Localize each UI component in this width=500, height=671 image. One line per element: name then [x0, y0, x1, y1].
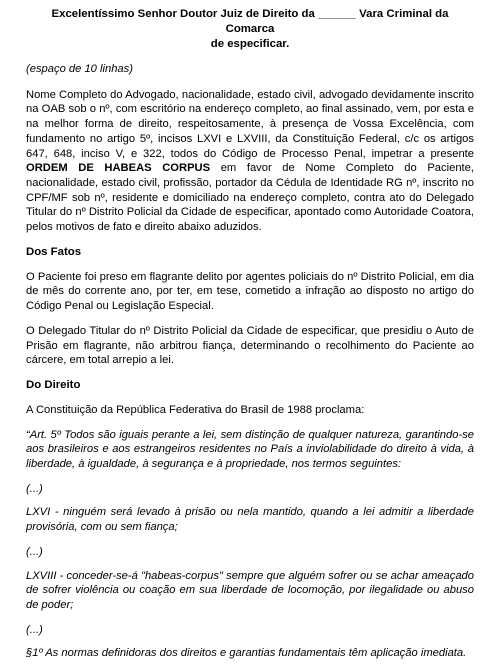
habeas-corpus-bold: ORDEM DE HABEAS CORPUS: [26, 162, 211, 175]
quote-ellipsis-1: (...): [26, 482, 43, 495]
quote-ellipsis-3: (...): [26, 623, 43, 636]
title-line-1: Excelentíssimo Senhor Doutor Juiz de Direito da ______ Vara Criminal da Comarca: [51, 8, 449, 35]
quote-article-5: “Art. 5º Todos são iguais perante a lei, sem distinção de qualquer natureza, garantindo-se aos brasileiros e aos estrangeiros residentes no País a inviolabilidade do direito à vida, à liberdade, à igualdade, à segurança e à propriedade, nos termos seguintes:: [26, 428, 474, 471]
intro-text-start: Nome Completo do Advogado, nacionalidade, estado civil, advogado devidamente inscrito na OAB sob o nº, com escritório na endereço completo, ao final assinado, vem, por esta e na melhor forma de direito, respeitosamente, à presença de Vossa Excelência, com fundamento no artigo 5º, incisos LXVI e LXVIII, da Constituição Federal, c/c os artigos 647, 648, inciso V, e 322, todos do Código de Processo Penal, impetrar a presente: [26, 88, 474, 160]
document-title: [26, 7, 474, 52]
title-line-2: de especificar.: [210, 38, 290, 50]
space-note: (espaço de 10 linhas): [26, 63, 133, 75]
quote-paragraph-1: §1º As normas definidoras dos direitos e garantias fundamentais têm aplicação imediata.: [26, 647, 467, 660]
facts-paragraph-1: O Paciente foi preso em flagrante delito por agentes policiais do nº Distrito Policial, em dia de mês do corrente ano, por ter, em tese, cometido a infração ao disposto no artigo do Código Penal ou Legislação Especial.: [26, 270, 474, 313]
quote-inciso-lxvi: LXVI - ninguém será levado à prisão ou nela mantido, quando a lei admitir a liberdade provisória, com ou sem fiança;: [26, 506, 474, 534]
intro-text-end: em favor de Nome Completo do Paciente, nacionalidade, estado civil, profissão, portador da Cédula de Identidade RG nº, inscrito no CPF/MF sob nº, residente e domiciliado na endereço completo, contra ato do Delegado Titular do nº Distrito Policial da Cidade de especificar, apontado como Autoridade Coatora, pelos motivos de fato e direito abaixo aduzidos.: [26, 162, 474, 234]
facts-paragraph-2: O Delegado Titular do nº Distrito Policial da Cidade de especificar, que presidiu o Auto de Prisão em flagrante, não arbitrou fiança, determinando o recolhimento do Paciente ao cárcere, em total arrepio a lei.: [26, 324, 474, 367]
law-intro-paragraph: A Constituição da República Federativa do Brasil de 1988 proclama:: [26, 403, 365, 416]
intro-paragraph: [26, 88, 474, 235]
document-page: [26, 7, 474, 671]
section-heading-law: Do Direito: [26, 378, 81, 391]
quote-inciso-lxviii: LXVIII - conceder-se-á "habeas-corpus" sempre que alguém sofrer ou se achar ameaçado de sofrer violência ou coação em sua liberdade de locomoção, por ilegalidade ou abuso de poder;: [26, 569, 474, 611]
section-heading-facts: Dos Fatos: [26, 245, 82, 258]
quote-ellipsis-2: (...): [26, 545, 43, 558]
